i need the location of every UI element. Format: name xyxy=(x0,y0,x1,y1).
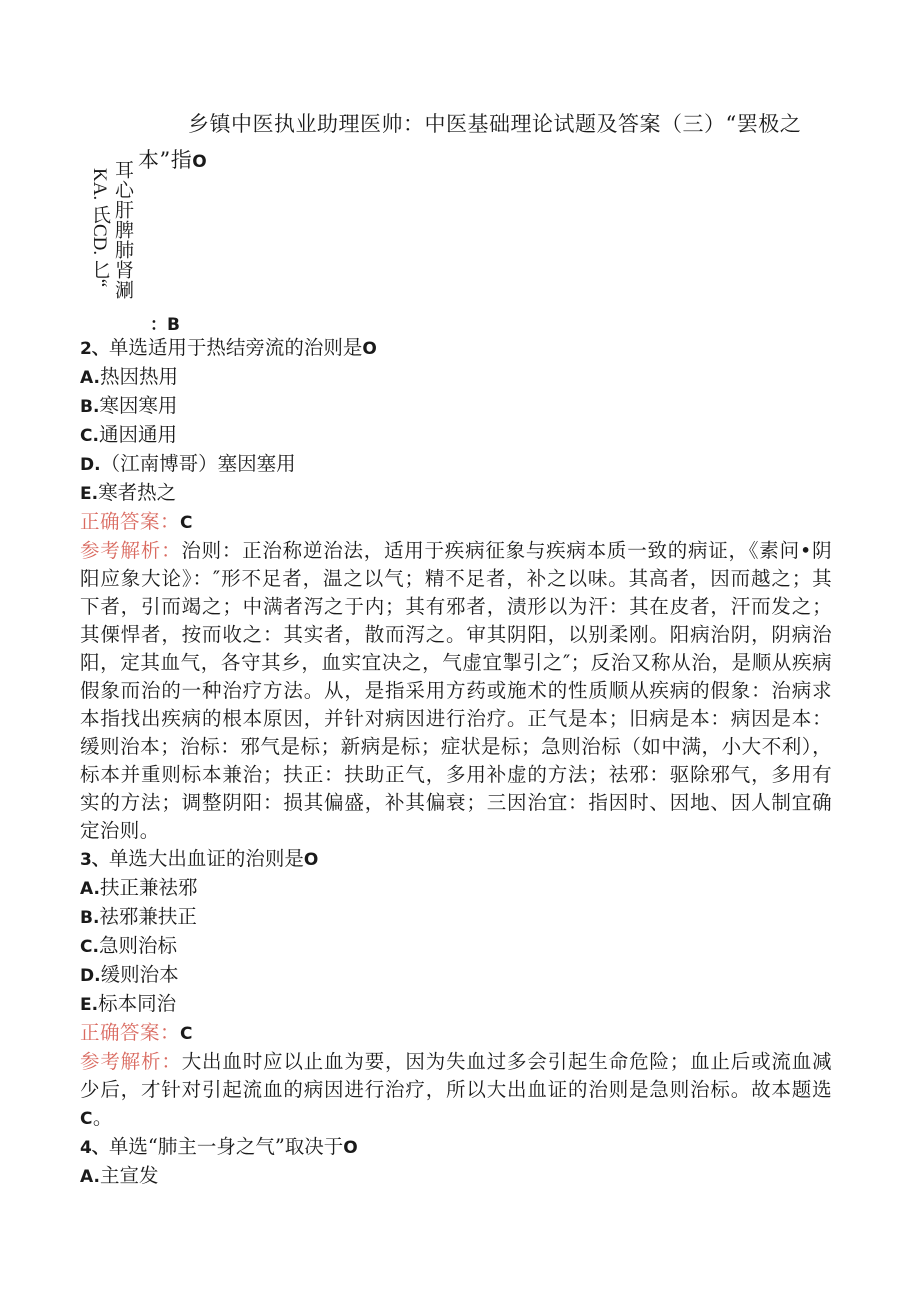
option-b: B.寒因寒用 xyxy=(80,394,178,417)
option-d: D.缓则治本 xyxy=(80,963,179,986)
title-line-1: 乡镇中医执业助理医帅：中医基础理论试题及答案（三）“罢极之 xyxy=(188,112,802,136)
explanation: 参考解析：治则：正治称逆治法，适用于疾病征象与疾病本质一致的病证，《素问•阴阳应象大论》：″形不足者，温之以气；精不足者，补之以味。其高者，因而越之；其下者，引而竭之；中满者泻之于内；其有邪者，渍形以为汗：其在皮者，汗而发之；其傈悍者，按而收之：其实者，散而泻之。审其阴阳，以别柔刚。阳病治阴，阴病治阳，定其血气，各守其乡，血实宜决之，气虚宜掣引之″；反治又称从治，是顺从疾病假象而治的一种治疗方法。从，是指采用方药或施术的性质顺从疾病的假象：治病求本指找出疾病的根本原因，并针对病因进行治疗。正气是本；旧病是本：病因是本：缓则治本；治标：邪气是标；新病是标；症状是标；急则治标（如中满，小大不利），标本并重则标本兼治；扶正：扶助正气，多用补虚的方法；祛邪：驱除邪气，多用有实的方法；调整阴阳：损其偏盛，补其偏衰；三因治宜：指因时、因地、因人制宜确定治则。 xyxy=(80,539,832,842)
questions-content xyxy=(80,334,832,1191)
option-b: B.祛邪兼扶正 xyxy=(80,905,197,928)
option-a: A.热因热用 xyxy=(80,365,178,388)
q1-answer: ：B xyxy=(150,315,180,335)
option-a: A.扶正兼祛邪 xyxy=(80,876,198,899)
question-2-heading: 2、单选适用于热结旁流的治则是O xyxy=(80,336,377,359)
option-c: C.通因通用 xyxy=(80,423,177,446)
question-4-heading: 4、单选“肺主一身之气”取决于O xyxy=(80,1135,358,1158)
correct-answer: 正确答案：C xyxy=(80,1021,193,1044)
q1-labels-column: KA. 氏CD. 匕“ xyxy=(89,168,110,288)
explanation: 参考解析：大出血时应以止血为要，因为失血过多会引起生命危险；血止后或流血减少后，才针对引起流血的病因进行治疗，所以大出血证的治则是急则治标。故本题选C。 xyxy=(80,1050,832,1129)
option-a: A.主宣发 xyxy=(80,1164,159,1187)
q1-options-column: 耳心肝脾肺肾涮 xyxy=(112,160,134,300)
option-e: E.标本同治 xyxy=(80,992,177,1015)
option-c: C.急则治标 xyxy=(80,934,177,957)
correct-answer: 正确答案：C xyxy=(80,510,193,533)
page-title xyxy=(80,106,820,180)
option-d: D.（江南博哥）塞因塞用 xyxy=(80,452,296,475)
question-3-heading: 3、单选大出血证的治则是O xyxy=(80,847,319,870)
option-e: E.寒者热之 xyxy=(80,481,177,504)
title-line-2: 本”指O xyxy=(138,148,208,172)
